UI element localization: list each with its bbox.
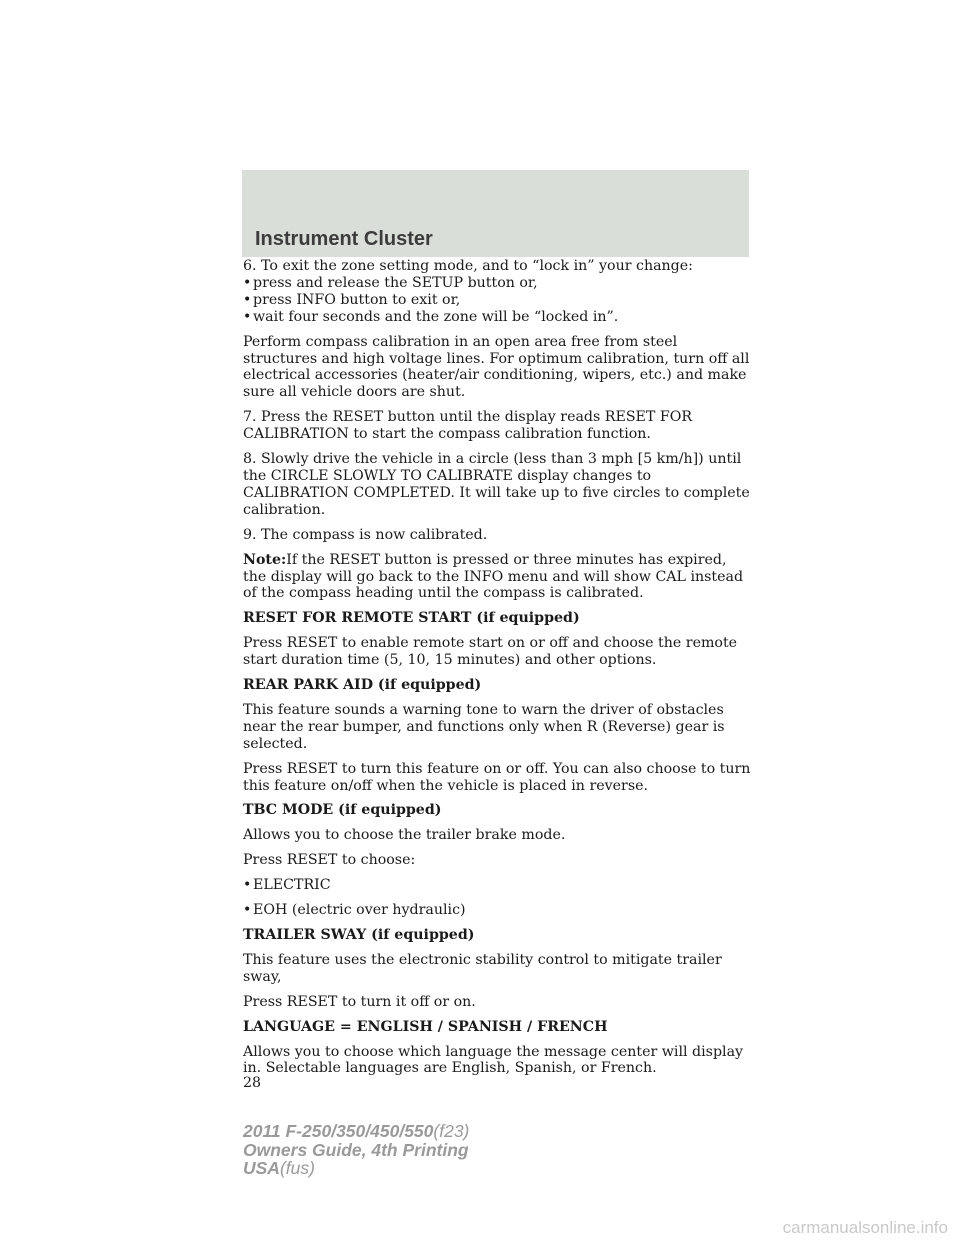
bullet-icon: • [243, 291, 252, 308]
language-paragraph: Allows you to choose which language the message center will display in. Selectable languages are English, Spanish, or French. [243, 1043, 744, 1077]
heading-trailer-sway: TRAILER SWAY (if equipped) [243, 927, 475, 943]
step-6-intro: 6. To exit the zone setting mode, and to “lock in” your change: [243, 258, 693, 274]
list-item: • ELECTRIC [243, 877, 331, 894]
note-text: If the RESET button is pressed or three minutes has expired, the display will go back to the INFO menu and will show CAL instead of the compass heading until the compass is calibrated. [243, 551, 744, 602]
park-aid-paragraph-1: This feature sounds a warning tone to warn the driver of obstacles near the rear bumper, and functions only when R (Reverse) gear is selected. [243, 701, 725, 752]
bullet-icon: • [243, 308, 252, 325]
note-label: Note: [243, 551, 287, 568]
sway-paragraph-1: This feature uses the electronic stability control to mitigate trailer sway, [243, 951, 722, 985]
bullet-icon: • [243, 902, 252, 919]
footer-line-3: USA(fus) [243, 1158, 315, 1178]
tbc-paragraph-2: Press RESET to choose: [243, 852, 416, 869]
step-7: 7. Press the RESET button until the display reads RESET FOR CALIBRATION to start the compass calibration function. [243, 409, 693, 443]
footer-line-2: Owners Guide, 4th Printing [243, 1139, 469, 1160]
step-9: 9. The compass is now calibrated. [243, 526, 488, 543]
heading-tbc-mode: TBC MODE (if equipped) [243, 802, 442, 819]
list-item: • EOH (electric over hydraulic) [243, 902, 466, 919]
sway-paragraph-2: Press RESET to turn it off or on. [243, 993, 476, 1010]
calibration-paragraph: Perform compass calibration in an open area free from steel structures and high voltage lines. For optimum calibration, turn off all electrical accessories (heater/air conditioning, wipers, etc.) and make sure all vehicle doors are shut. [243, 333, 750, 401]
heading-rear-park-aid: REAR PARK AID (if equipped) [243, 677, 482, 694]
watermark: carmanualsonline.info [782, 1218, 948, 1237]
list-item: • press and release the SETUP button or, [243, 274, 538, 291]
park-aid-paragraph-2: Press RESET to turn this feature on or off. You can also choose to turn this feature on/off when the vehicle is placed in reverse. [243, 760, 751, 794]
footer-line-1: 2011 F-250/350/450/550(f23) [243, 1121, 470, 1141]
tbc-options-list [243, 877, 753, 919]
list-item: • wait four seconds and the zone will be “locked in”. [243, 308, 619, 325]
remote-start-paragraph: Press RESET to enable remote start on or off and choose the remote start duration time (5, 10, 15 minutes) and other options. [243, 635, 738, 669]
document-footer [243, 1122, 469, 1178]
note-paragraph [243, 552, 753, 603]
page-number: 28 [243, 1075, 262, 1092]
exit-options-list [243, 275, 753, 326]
step-8: 8. Slowly drive the vehicle in a circle (less than 3 mph [5 km/h]) until the CIRCLE SLOWLY TO CALIBRATE display changes to CALIBRATION COMPLETED. It will take up to five circles to complete calibration. [243, 451, 750, 518]
bullet-icon: • [243, 877, 252, 894]
bullet-icon: • [243, 274, 252, 291]
section-title: Instrument Cluster [255, 228, 433, 250]
tbc-paragraph-1: Allows you to choose the trailer brake mode. [243, 827, 566, 844]
list-item: • press INFO button to exit or, [243, 291, 461, 308]
heading-language: LANGUAGE = ENGLISH / SPANISH / FRENCH [243, 1018, 608, 1035]
heading-remote-start: RESET FOR REMOTE START (if equipped) [243, 610, 580, 627]
page-body [243, 258, 753, 1092]
section-header-band [242, 170, 749, 257]
